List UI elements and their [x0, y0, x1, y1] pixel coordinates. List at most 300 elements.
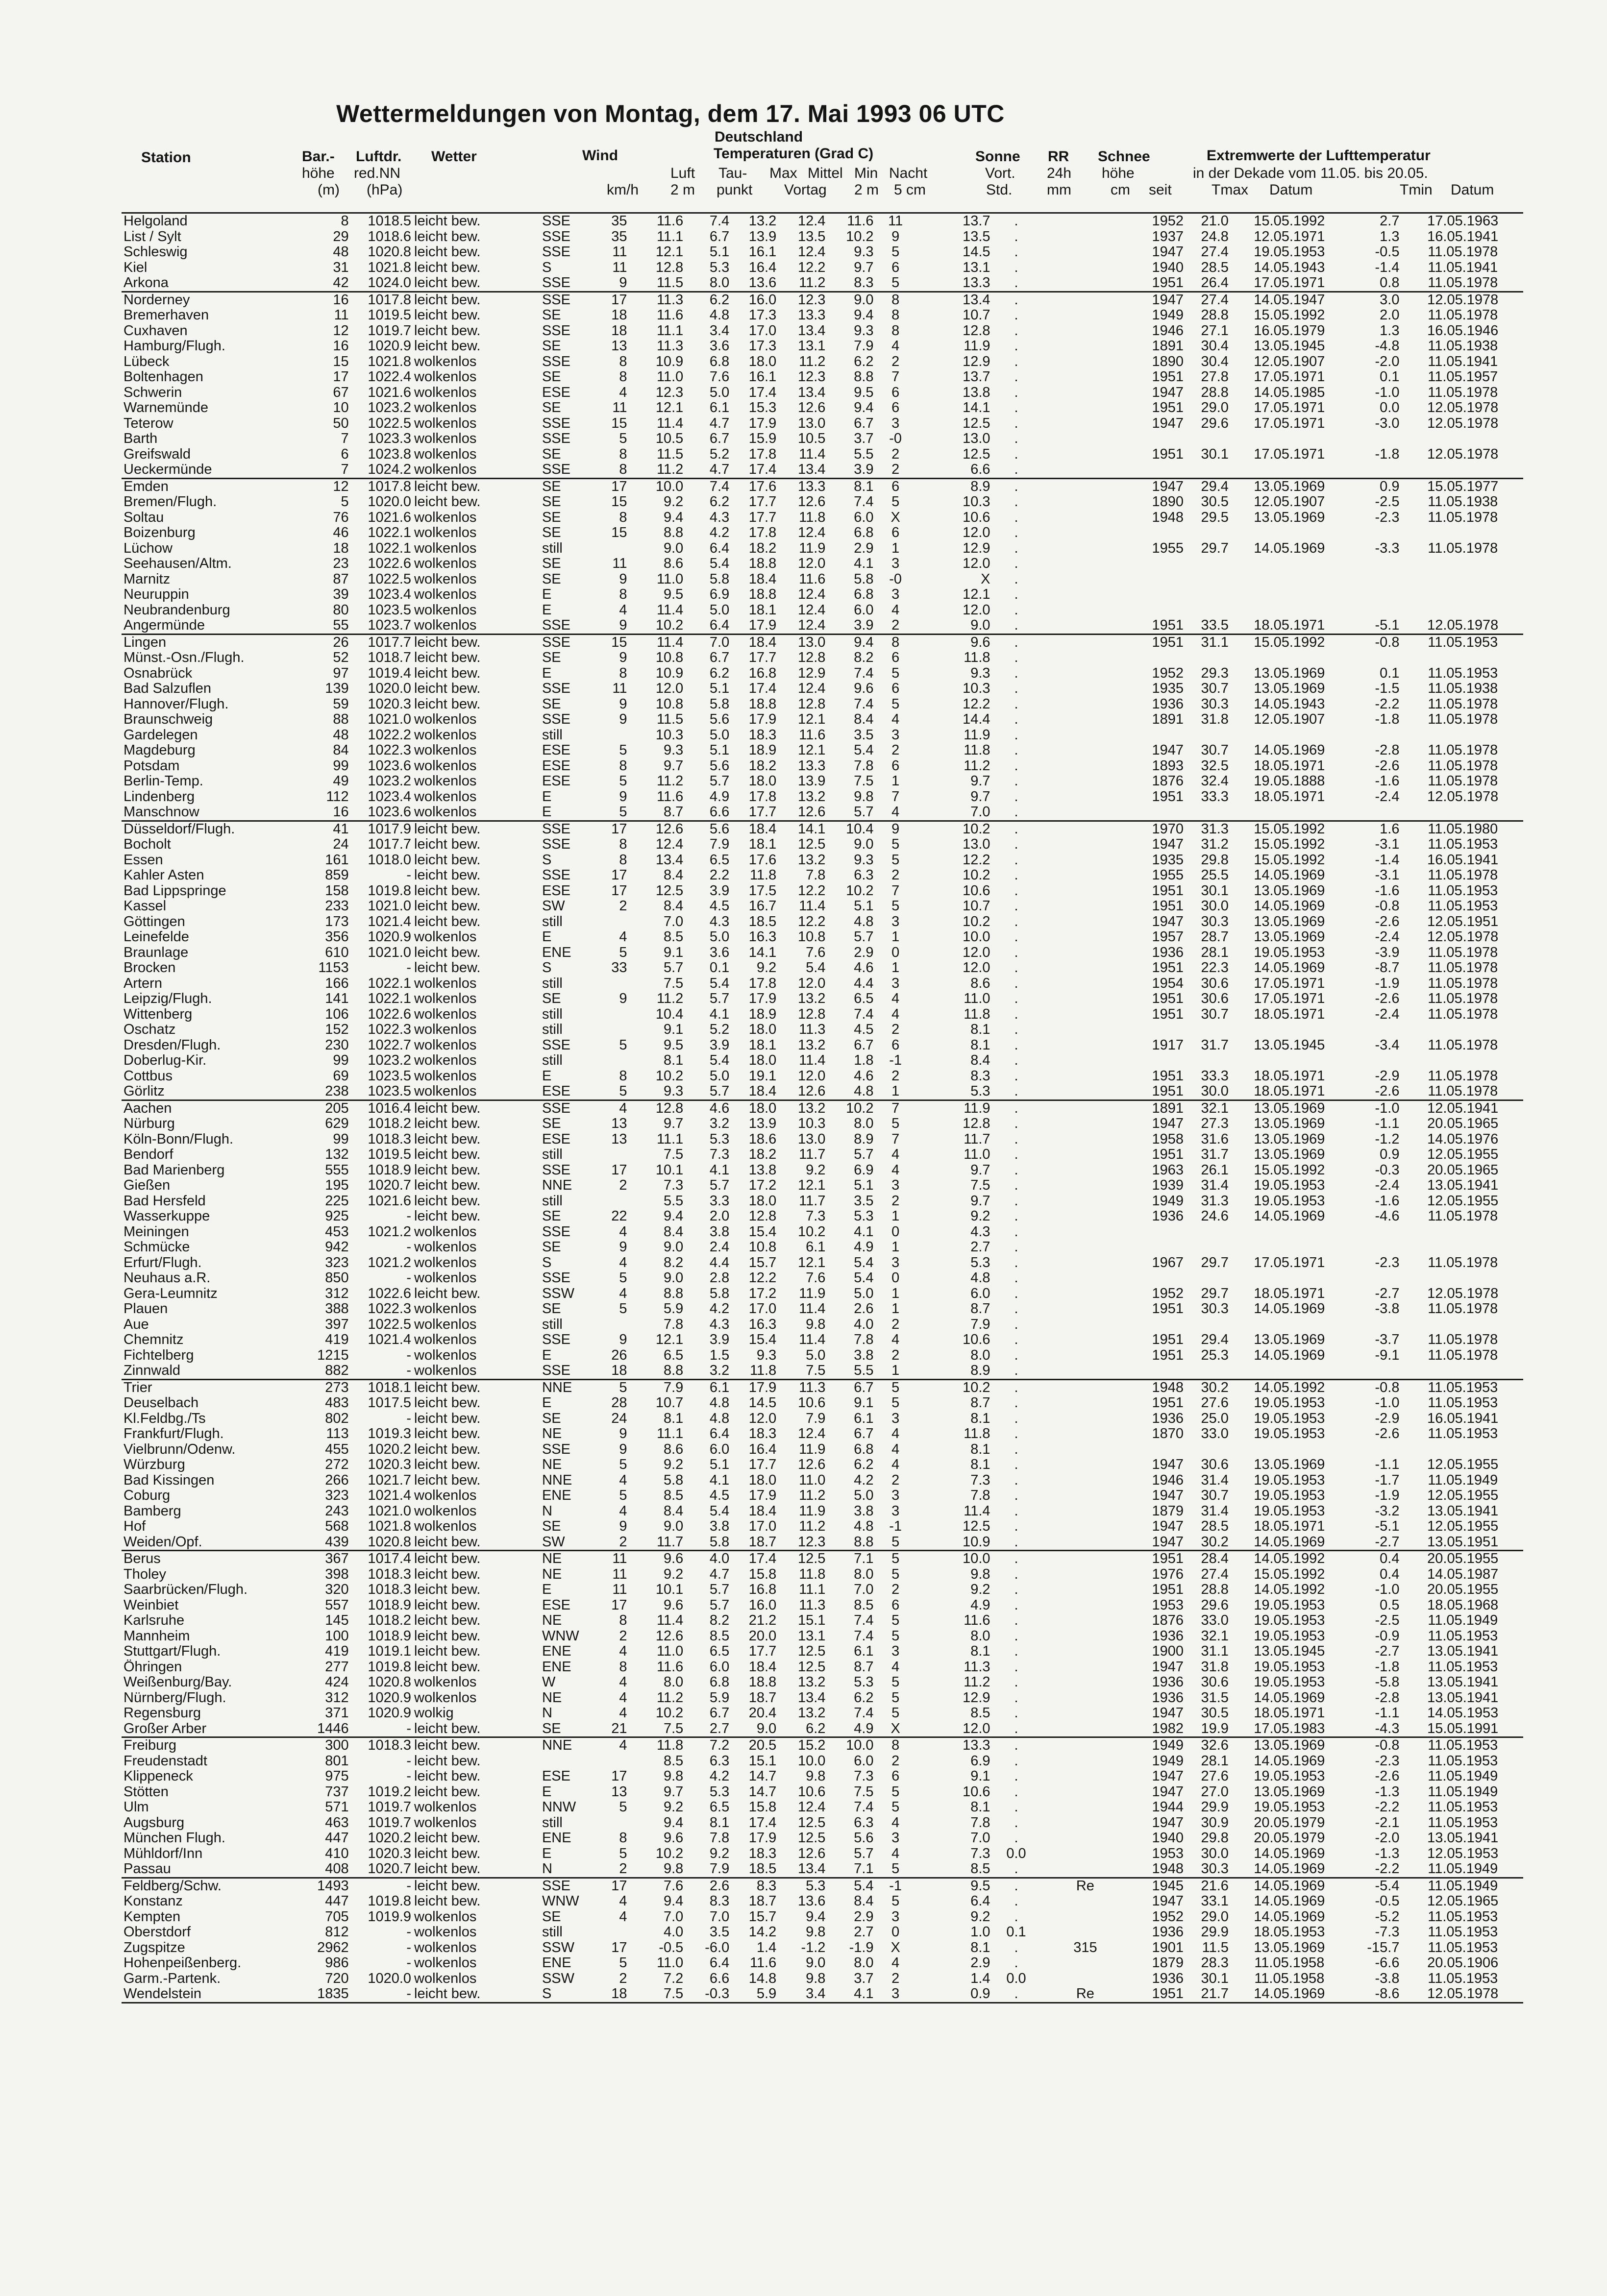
cell-min: 8.3 — [854, 275, 874, 291]
station-row — [122, 1457, 1523, 1473]
cell-wind-dir: E — [542, 929, 552, 945]
cell-wind-dir: SE — [542, 1411, 561, 1426]
cell-seit: 1951 — [1152, 1986, 1184, 2002]
cell-wetter: leicht bew. — [414, 339, 481, 354]
cell-wind-dir: still — [542, 1815, 563, 1831]
cell-tmax: 31.3 — [1201, 1193, 1229, 1209]
cell-seit: 1952 — [1131, 213, 1187, 229]
cell-tmax-datum: 13.05.1969 — [1254, 1457, 1325, 1472]
cell-station: Gera-Leumnitz — [124, 1286, 218, 1301]
cell-bar-hoehe: 555 — [325, 1162, 349, 1178]
cell-mittel: 11.9 — [799, 1441, 826, 1457]
cell-rr: . — [1014, 1411, 1018, 1426]
cell-wind-speed: 4 — [619, 1503, 627, 1519]
station-row — [122, 1255, 1523, 1271]
cell-luftdruck: 1017.7 — [352, 634, 414, 650]
cell-luft: 11.4 — [656, 602, 684, 618]
cell-wind-dir: ENE — [542, 1955, 571, 1971]
cell-wetter: leicht bew. — [414, 883, 481, 899]
cell-sonne: 12.8 — [963, 323, 990, 339]
station-row — [122, 510, 1523, 526]
station-row — [122, 431, 1523, 447]
station-row — [122, 1644, 1523, 1660]
cell-nacht: 6 — [891, 400, 900, 415]
cell-rr: . — [1014, 1270, 1018, 1286]
cell-wind-dir: NNW — [542, 1800, 576, 1815]
cell-nacht: 4 — [891, 1955, 900, 1971]
cell-wind-speed: 18 — [611, 1363, 627, 1378]
cell-nacht: -0 — [889, 571, 902, 587]
cell-mittel: 13.2 — [797, 852, 826, 868]
cell-tmax: 28.8 — [1201, 1582, 1229, 1597]
cell-wind-dir: NE — [542, 1426, 562, 1441]
cell-wind-dir: SE — [542, 1519, 561, 1534]
cell-tmax: 30.4 — [1201, 339, 1229, 354]
cell-rr: . — [993, 634, 1039, 650]
cell-schnee — [1039, 1504, 1131, 1519]
cell-tmin: -1.3 — [1375, 1784, 1400, 1800]
cell-min: 4.1 — [854, 556, 874, 571]
cell-tmin-datum — [1403, 805, 1524, 821]
cell-luftdruck: 1021.6 — [368, 510, 412, 525]
cell-max: 11.6 — [749, 1955, 777, 1971]
cell-tmax: 28.3 — [1201, 1955, 1229, 1971]
cell-mittel: 6.1 — [806, 1240, 826, 1255]
cell-tmax: 28.5 — [1201, 1519, 1229, 1534]
cell-nacht: 6 — [877, 478, 915, 494]
cell-schnee — [1039, 853, 1131, 868]
cell-wind-dir: E — [542, 1395, 552, 1411]
cell-min: 10.0 — [828, 1737, 876, 1754]
cell-tmin-datum: 11.05.1938 — [1428, 339, 1498, 354]
cell-bar-hoehe: 46 — [333, 525, 349, 540]
cell-sonne: 8.1 — [970, 1037, 990, 1053]
cell-schnee — [1039, 1163, 1131, 1178]
cell-luftdruck: 1021.2 — [368, 1255, 412, 1270]
cell-seit: 1954 — [1152, 976, 1184, 991]
cell-luftdruck: 1020.9 — [368, 339, 412, 354]
cell-bar-hoehe: 371 — [325, 1706, 349, 1721]
cell-sonne: 9.0 — [970, 618, 990, 633]
cell-mittel: 7.5 — [806, 1363, 826, 1378]
cell-bar-hoehe: 195 — [325, 1178, 349, 1193]
cell-sonne: 12.2 — [963, 852, 990, 868]
cell-tmax: 21.6 — [1187, 1878, 1232, 1894]
cell-luftdruck: 1021.8 — [368, 1519, 412, 1534]
cell-bar-hoehe: 610 — [325, 945, 349, 960]
cell-wind-dir: ESE — [542, 1084, 570, 1099]
cell-sonne: 10.2 — [963, 914, 990, 929]
cell-nacht: 3 — [891, 1488, 900, 1503]
cell-max: 18.0 — [748, 1053, 777, 1068]
cell-luftdruck: 1023.5 — [368, 602, 412, 618]
cell-luftdruck: 1020.9 — [368, 1690, 412, 1706]
cell-wind-dir: NE — [542, 1551, 588, 1567]
cell-wetter: wolkenlos — [414, 1519, 477, 1534]
cell-sonne: 14.4 — [963, 712, 990, 727]
cell-wind-speed: 15 — [611, 494, 627, 510]
cell-wind-speed: 5 — [619, 1084, 627, 1099]
cell-tmax: 28.1 — [1201, 1753, 1229, 1769]
station-row — [122, 1551, 1523, 1567]
cell-nacht: 7 — [877, 1100, 915, 1116]
cell-tmax: 30.3 — [1201, 1301, 1229, 1317]
cell-wetter: leicht bew. — [414, 1286, 481, 1301]
cell-luft: 10.8 — [655, 696, 684, 712]
cell-seit: 1948 — [1131, 1379, 1187, 1395]
cell-taupunkt: 3.2 — [709, 1116, 730, 1131]
station-row — [122, 712, 1523, 728]
cell-tmax-datum: 12.05.1907 — [1254, 712, 1325, 727]
cell-wind-speed: 9 — [619, 1519, 627, 1534]
cell-station: Münst.-Osn./Flugh. — [124, 650, 245, 665]
cell-tmin: -5.1 — [1375, 618, 1400, 633]
cell-bar-hoehe: 882 — [325, 1363, 349, 1378]
cell-wind-dir: SE — [542, 400, 561, 415]
cell-wind-speed: 35 — [611, 229, 627, 244]
cell-wetter: wolkenlos — [414, 431, 477, 446]
cell-luftdruck: 1019.5 — [368, 1147, 412, 1162]
cell-rr: . — [1014, 275, 1018, 291]
cell-tmax: 29.9 — [1201, 1925, 1229, 1940]
cell-seit — [1131, 603, 1187, 618]
cell-wind-dir: SSE — [542, 1332, 570, 1347]
cell-wind-speed — [588, 1022, 630, 1038]
col-bar-header-3: (m) — [318, 182, 340, 198]
cell-wind-speed: 4 — [619, 1894, 627, 1909]
cell-station: Bad Lippspringe — [124, 883, 226, 899]
cell-schnee — [1039, 1084, 1131, 1100]
cell-tmax-datum: 19.05.1953 — [1254, 1411, 1325, 1426]
cell-wind-dir: SSE — [542, 415, 570, 431]
cell-min: 8.7 — [854, 1659, 874, 1675]
cell-wind-speed: 4 — [619, 602, 627, 618]
cell-mittel: 12.1 — [797, 712, 826, 727]
cell-station: Stuttgart/Flugh. — [124, 1644, 221, 1659]
cell-taupunkt: 9.2 — [709, 1846, 730, 1861]
cell-bar-hoehe: 424 — [325, 1675, 349, 1690]
cell-schnee — [1039, 229, 1131, 245]
cell-seit — [1131, 1240, 1187, 1255]
cell-tmin: -1.5 — [1375, 681, 1400, 696]
cell-tmin: -3.8 — [1375, 1971, 1400, 1986]
cell-tmax-datum: 13.05.1969 — [1254, 883, 1325, 899]
cell-tmax: 30.5 — [1201, 1706, 1229, 1721]
cell-wind-speed: 5 — [619, 805, 627, 820]
cell-wetter: wolkenlos — [414, 446, 477, 462]
station-row — [122, 666, 1523, 682]
cell-tmin-datum — [1403, 1224, 1524, 1240]
cell-tmin-datum — [1403, 556, 1524, 572]
cell-taupunkt: 5.8 — [709, 571, 730, 587]
cell-tmin-datum: 11.05.1953 — [1428, 665, 1498, 681]
cell-wetter: leicht bew. — [414, 1411, 481, 1426]
cell-tmin: -1.9 — [1375, 976, 1400, 991]
cell-min: 4.6 — [854, 1068, 874, 1084]
cell-taupunkt: 5.1 — [709, 743, 730, 758]
cell-tmax-datum: 19.05.1953 — [1254, 1503, 1325, 1519]
cell-tmax-datum: 15.05.1992 — [1232, 821, 1347, 837]
cell-wind-speed: 5 — [619, 774, 627, 789]
cell-station: Lübeck — [124, 354, 170, 369]
cell-luftdruck: 1023.4 — [368, 789, 412, 805]
cell-max: 14.2 — [748, 1925, 777, 1940]
cell-tmax-datum: 14.05.1969 — [1232, 1878, 1347, 1894]
cell-max: 18.9 — [748, 743, 777, 758]
cell-tmin-datum: 12.05.1978 — [1427, 415, 1499, 431]
cell-tmin-datum: 11.05.1957 — [1428, 369, 1498, 385]
cell-wind-speed — [588, 1053, 630, 1069]
cell-rr: . — [1014, 244, 1018, 260]
cell-max: 18.5 — [748, 1861, 777, 1877]
cell-tmax-datum: 15.05.1992 — [1254, 1566, 1325, 1582]
cell-seit — [1131, 1442, 1187, 1458]
cell-luft: 11.2 — [656, 991, 684, 1006]
cell-wetter: leicht bew. — [414, 1894, 481, 1909]
cell-wetter: leicht bew. — [414, 1457, 481, 1472]
cell-taupunkt: 5.7 — [709, 1597, 730, 1613]
cell-rr: . — [1014, 1784, 1018, 1800]
cell-nacht: 4 — [891, 805, 900, 820]
cell-tmax-datum: 13.05.1945 — [1254, 1037, 1325, 1053]
cell-nacht: 6 — [891, 758, 900, 774]
cell-wind-speed: 13 — [611, 339, 627, 354]
cell-tmin-datum: 12.05.1978 — [1427, 789, 1499, 805]
cell-tmin — [1347, 1224, 1403, 1240]
cell-station: Nürnberg/Flugh. — [124, 1690, 226, 1706]
cell-max: 18.0 — [748, 1472, 777, 1488]
cell-tmax: 30.5 — [1201, 494, 1229, 510]
cell-seit: 1947 — [1152, 1894, 1184, 1909]
cell-schnee — [1039, 634, 1131, 650]
cell-wetter: leicht bew. — [414, 1659, 481, 1675]
cell-sonne: 11.8 — [964, 743, 990, 758]
col-wetter-header: Wetter — [431, 148, 477, 165]
cell-tmin-datum: 11.05.1953 — [1428, 899, 1498, 914]
cell-station: Seehausen/Altm. — [124, 556, 232, 571]
cell-sonne: 11.9 — [964, 339, 990, 354]
cell-sonne: 13.7 — [963, 369, 990, 385]
cell-schnee — [1039, 213, 1131, 229]
cell-luft: 7.3 — [663, 1178, 684, 1193]
cell-station: Schmücke — [124, 1240, 190, 1255]
cell-wind-speed: 17 — [611, 1769, 627, 1784]
cell-tmax: 33.0 — [1201, 1613, 1229, 1628]
cell-tmax: 33.5 — [1201, 618, 1229, 633]
cell-station: Gardelegen — [124, 727, 198, 743]
cell-wind-dir: SSE — [542, 821, 588, 837]
cell-station: Mühldorf/Inn — [124, 1846, 203, 1861]
cell-wind-dir: SE — [542, 1721, 561, 1736]
cell-seit: 1900 — [1152, 1644, 1184, 1659]
cell-tmax-datum: 14.05.1969 — [1254, 1894, 1325, 1909]
cell-bar-hoehe: 99 — [333, 758, 349, 774]
cell-tmax: 27.4 — [1201, 244, 1229, 260]
cell-mittel: 12.4 — [797, 525, 826, 540]
cell-tmin-datum: 11.05.1949 — [1428, 1769, 1498, 1784]
cell-tmin: -1.1 — [1375, 1706, 1400, 1721]
cell-tmin: -2.6 — [1375, 991, 1400, 1006]
cell-luftdruck: 1021.0 — [368, 712, 412, 727]
cell-wetter: leicht bew. — [414, 308, 481, 323]
cell-wind-dir: SSE — [542, 229, 570, 244]
cell-mittel: 11.3 — [799, 1022, 826, 1037]
cell-tmin-datum — [1403, 603, 1524, 618]
station-row — [122, 1411, 1523, 1427]
cell-rr: . — [1014, 1753, 1018, 1769]
cell-sonne: 8.5 — [970, 1706, 990, 1721]
cell-taupunkt: 6.7 — [709, 1706, 730, 1721]
cell-luftdruck: 1022.6 — [368, 1286, 412, 1301]
cell-tmin-datum — [1403, 1240, 1524, 1255]
cell-taupunkt: 4.6 — [686, 1100, 732, 1116]
cell-wind-speed: 11 — [588, 1551, 630, 1567]
cell-schnee — [1039, 945, 1131, 961]
cell-max: 18.2 — [748, 540, 777, 556]
cell-tmin: -1.6 — [1375, 883, 1400, 899]
cell-schnee — [1039, 603, 1131, 618]
cell-bar-hoehe: 7 — [341, 431, 349, 446]
cell-tmin-datum: 12.05.1941 — [1403, 1100, 1524, 1116]
cell-mittel: 12.8 — [797, 650, 826, 665]
cell-nacht: 5 — [891, 1800, 900, 1815]
cell-rr: . — [1014, 618, 1018, 633]
cell-mittel: 12.8 — [797, 1006, 826, 1022]
station-row — [122, 1038, 1523, 1053]
cell-mittel: 11.2 — [799, 1488, 826, 1503]
cell-taupunkt: 6.8 — [709, 354, 730, 369]
cell-nacht: 1 — [891, 1301, 900, 1317]
cell-luft: 10.1 — [655, 1582, 684, 1597]
cell-bar-hoehe: 97 — [333, 665, 349, 681]
cell-max: 17.7 — [748, 1457, 777, 1472]
cell-luft: 12.8 — [655, 260, 684, 275]
cell-schnee — [1039, 991, 1131, 1007]
cell-seit: 1947 — [1131, 292, 1187, 308]
cell-schnee — [1039, 914, 1131, 930]
cell-tmin: -2.3 — [1375, 510, 1400, 525]
cell-wind-dir: SSE — [542, 1363, 570, 1378]
cell-station: Bremen/Flugh. — [124, 494, 217, 510]
station-row — [122, 1332, 1523, 1348]
cell-rr: . — [993, 213, 1039, 229]
cell-tmax-datum: 15.05.1992 — [1254, 852, 1325, 868]
cell-tmax: 30.6 — [1201, 1675, 1229, 1690]
cell-wind-dir: SE — [542, 1209, 561, 1224]
cell-tmin-datum — [1403, 587, 1524, 603]
cell-mittel: 5.0 — [806, 1347, 826, 1363]
cell-tmax-datum: 18.05.1971 — [1254, 618, 1325, 633]
col-min-header-1: Min — [854, 165, 878, 181]
cell-sonne: 8.7 — [970, 1395, 990, 1411]
cell-seit: 1947 — [1152, 1519, 1184, 1534]
station-row — [122, 1178, 1523, 1194]
cell-wind-speed: 2 — [619, 1628, 627, 1644]
cell-luft: 9.2 — [663, 1457, 684, 1472]
cell-mittel: 13.3 — [779, 478, 828, 494]
cell-max: 15.9 — [748, 431, 777, 446]
cell-tmax-datum: 19.05.1953 — [1254, 1472, 1325, 1488]
cell-wind-dir: still — [542, 1053, 563, 1068]
cell-luftdruck: 1017.4 — [352, 1551, 414, 1567]
cell-tmin-datum: 11.05.1978 — [1428, 1068, 1498, 1084]
cell-wetter: leicht bew. — [414, 494, 481, 510]
cell-tmin: -1.1 — [1375, 1457, 1400, 1472]
cell-schnee — [1039, 1815, 1131, 1831]
cell-schnee — [1039, 1846, 1131, 1862]
cell-tmin: -3.0 — [1375, 415, 1400, 431]
cell-nacht: 3 — [891, 587, 900, 602]
cell-mittel: 12.3 — [779, 292, 828, 308]
cell-sonne: 6.9 — [970, 1753, 990, 1769]
cell-wind-dir: E — [542, 665, 552, 681]
cell-luft: 4.0 — [663, 1925, 684, 1940]
cell-nacht: 3 — [891, 976, 900, 991]
cell-min: 5.7 — [854, 1147, 874, 1162]
cell-min: 2.9 — [854, 1909, 874, 1925]
cell-max: 16.0 — [732, 292, 779, 308]
cell-tmin-datum: 12.05.1955 — [1427, 1147, 1499, 1162]
station-row — [122, 1800, 1523, 1815]
cell-min: 6.7 — [854, 1037, 874, 1053]
cell-max: 17.4 — [748, 385, 777, 400]
cell-schnee — [1039, 1132, 1131, 1148]
cell-nacht: 1 — [891, 540, 900, 556]
cell-taupunkt: 3.2 — [709, 1363, 730, 1378]
cell-min: 3.8 — [854, 1347, 874, 1363]
cell-bar-hoehe: 48 — [333, 244, 349, 260]
col-sonne-header-3: Std. — [986, 182, 1013, 198]
cell-tmin: -5.4 — [1347, 1878, 1403, 1894]
cell-max: 17.8 — [748, 525, 777, 540]
cell-sonne: 13.1 — [963, 260, 990, 275]
cell-tmax-datum: 11.05.1958 — [1254, 1955, 1325, 1971]
cell-nacht: 0 — [891, 1925, 900, 1940]
cell-sonne: 8.9 — [970, 1363, 990, 1378]
cell-mittel: 10.6 — [797, 1784, 826, 1800]
cell-luft: 9.4 — [663, 1209, 684, 1224]
cell-station: Berus — [122, 1551, 296, 1567]
cell-tmax: 32.4 — [1201, 774, 1229, 789]
cell-mittel: 12.4 — [779, 213, 828, 229]
cell-rr: . — [1014, 1597, 1018, 1613]
cell-rr: . — [1014, 805, 1018, 820]
cell-luftdruck: 1021.8 — [368, 354, 412, 369]
cell-wetter: wolkenlos — [414, 1317, 477, 1332]
cell-luft: 7.8 — [663, 1317, 684, 1332]
cell-rr: . — [1014, 1301, 1018, 1317]
cell-mittel: 9.2 — [806, 1162, 826, 1178]
cell-wetter: wolkenlos — [414, 1940, 477, 1955]
cell-mittel: 14.1 — [779, 821, 828, 837]
cell-min: 8.0 — [854, 1116, 874, 1131]
cell-max: 17.9 — [748, 991, 777, 1006]
cell-tmin — [1347, 525, 1403, 541]
cell-wind-speed: 9 — [619, 1332, 627, 1347]
cell-luft: 7.0 — [663, 914, 684, 929]
cell-taupunkt: 8.2 — [709, 1613, 730, 1628]
cell-max: 17.7 — [748, 650, 777, 665]
cell-taupunkt: 4.8 — [709, 1411, 730, 1426]
cell-tmax-datum: 14.05.1969 — [1254, 540, 1325, 556]
cell-luft: 10.9 — [655, 354, 684, 369]
cell-tmin-datum: 13.05.1951 — [1427, 1534, 1499, 1550]
cell-nacht: 2 — [891, 1068, 900, 1084]
cell-bar-hoehe: 48 — [333, 727, 349, 743]
cell-wind-dir: E — [542, 602, 552, 618]
cell-min: 5.7 — [854, 1846, 874, 1861]
cell-tmax-datum: 14.05.1985 — [1254, 385, 1325, 400]
